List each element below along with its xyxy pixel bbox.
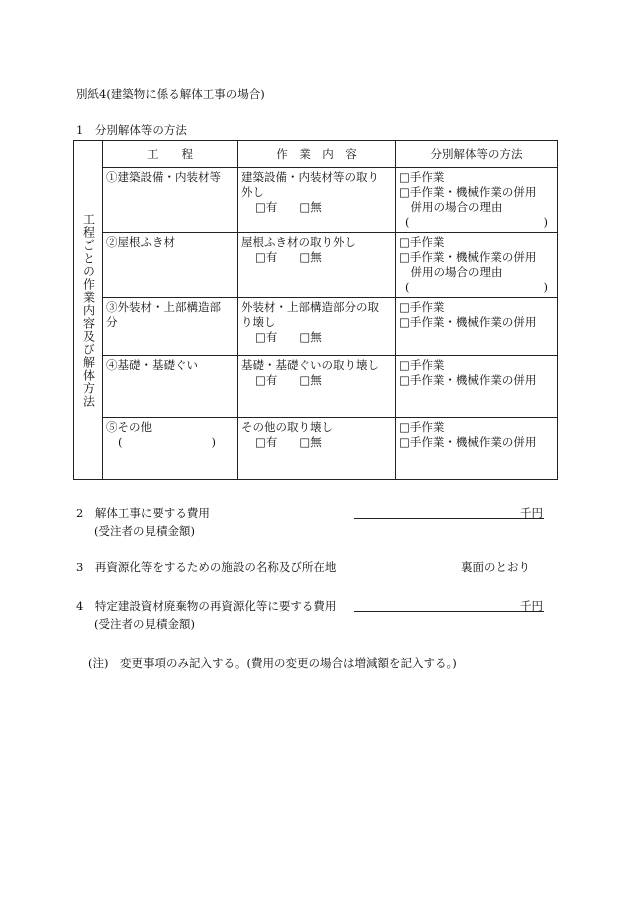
method-cell bbox=[396, 356, 558, 418]
section2-sub: (受注者の見積金額) bbox=[94, 524, 195, 538]
method-cell bbox=[396, 233, 558, 298]
reason-label: 併用の場合の理由 bbox=[399, 265, 503, 279]
note: (注) 変更事項のみ記入する。(費用の変更の場合は増減額を記入する。) bbox=[88, 656, 457, 670]
section2-amount-field[interactable] bbox=[354, 504, 544, 519]
demolition-method-table bbox=[73, 140, 558, 480]
table-row bbox=[74, 418, 558, 480]
side-label: 工程ごとの作業内容及び解体方法 bbox=[74, 141, 103, 480]
paren-close: ) bbox=[543, 280, 548, 294]
checkbox-combined[interactable]: □手作業・機械作業の併用 bbox=[399, 435, 537, 449]
checkbox-yes[interactable]: □有 bbox=[255, 373, 278, 387]
work-text: 建築設備・内装材等の取り bbox=[241, 170, 379, 184]
checkbox-no[interactable]: □無 bbox=[299, 373, 322, 387]
checkbox-no[interactable]: □無 bbox=[299, 250, 322, 264]
reason-field[interactable] bbox=[399, 280, 554, 295]
paren-open: ( bbox=[405, 215, 410, 229]
work-cell bbox=[238, 418, 396, 480]
process-text: 分 bbox=[106, 315, 118, 329]
process-cell bbox=[103, 233, 238, 298]
work-text: 屋根ふき材の取り外し bbox=[241, 235, 356, 249]
work-text: 外装材・上部構造部分の取 bbox=[241, 300, 379, 314]
paren-open: ( bbox=[118, 435, 123, 449]
checkbox-combined[interactable]: □手作業・機械作業の併用 bbox=[399, 250, 537, 264]
work-cell bbox=[238, 233, 396, 298]
method-cell bbox=[396, 168, 558, 233]
reason-label: 併用の場合の理由 bbox=[399, 200, 503, 214]
table-row bbox=[74, 168, 558, 233]
section4-label: 4 特定建設資材廃棄物の再資源化等に要する費用 bbox=[76, 599, 337, 613]
method-cell bbox=[396, 418, 558, 480]
method-cell bbox=[396, 298, 558, 356]
process-text: ⑤その他 bbox=[106, 420, 152, 434]
checkbox-yes[interactable]: □有 bbox=[255, 330, 278, 344]
paren-close: ) bbox=[211, 435, 216, 449]
process-cell bbox=[103, 418, 238, 480]
checkbox-no[interactable]: □無 bbox=[299, 435, 322, 449]
header-method: 分別解体等の方法 bbox=[396, 141, 558, 168]
process-cell bbox=[103, 298, 238, 356]
paren-open: ( bbox=[405, 280, 410, 294]
checkbox-no[interactable]: □無 bbox=[299, 330, 322, 344]
section4-amount-field[interactable] bbox=[354, 597, 544, 612]
process-cell bbox=[103, 168, 238, 233]
checkbox-combined[interactable]: □手作業・機械作業の併用 bbox=[399, 315, 537, 329]
table-row bbox=[74, 356, 558, 418]
checkbox-yes[interactable]: □有 bbox=[255, 435, 278, 449]
work-text: 外し bbox=[241, 185, 264, 199]
header-work: 作 業 内 容 bbox=[238, 141, 396, 168]
table-row bbox=[74, 298, 558, 356]
work-text: その他の取り壊し bbox=[241, 420, 333, 434]
checkbox-no[interactable]: □無 bbox=[299, 200, 322, 214]
work-cell bbox=[238, 356, 396, 418]
paren-close: ) bbox=[543, 215, 548, 229]
reason-field[interactable] bbox=[399, 215, 554, 230]
work-cell bbox=[238, 168, 396, 233]
section1-heading: 1 分別解体等の方法 bbox=[76, 123, 187, 137]
section4-unit: 千円 bbox=[520, 599, 543, 613]
document-title: 別紙4(建築物に係る解体工事の場合) bbox=[76, 87, 265, 101]
process-text: ④基礎・基礎ぐい bbox=[106, 358, 198, 372]
checkbox-yes[interactable]: □有 bbox=[255, 250, 278, 264]
checkbox-manual[interactable]: □手作業 bbox=[399, 358, 445, 372]
process-cell bbox=[103, 356, 238, 418]
checkbox-manual[interactable]: □手作業 bbox=[399, 235, 445, 249]
header-process: 工 程 bbox=[103, 141, 238, 168]
section3-value: 裏面のとおり bbox=[461, 560, 530, 574]
work-text: 基礎・基礎ぐいの取り壊し bbox=[241, 358, 379, 372]
section4-sub: (受注者の見積金額) bbox=[94, 617, 195, 631]
process-text: ③外装材・上部構造部 bbox=[106, 300, 221, 314]
table-header-row bbox=[74, 141, 558, 168]
checkbox-combined[interactable]: □手作業・機械作業の併用 bbox=[399, 373, 537, 387]
work-cell bbox=[238, 298, 396, 356]
checkbox-manual[interactable]: □手作業 bbox=[399, 300, 445, 314]
process-text: ①建築設備・内装材等 bbox=[106, 170, 221, 184]
table-row bbox=[74, 233, 558, 298]
process-text: ②屋根ふき材 bbox=[106, 235, 175, 249]
section2-label: 2 解体工事に要する費用 bbox=[76, 506, 210, 520]
work-text: り壊し bbox=[241, 315, 276, 329]
checkbox-manual[interactable]: □手作業 bbox=[399, 170, 445, 184]
checkbox-manual[interactable]: □手作業 bbox=[399, 420, 445, 434]
checkbox-combined[interactable]: □手作業・機械作業の併用 bbox=[399, 185, 537, 199]
section2-unit: 千円 bbox=[520, 506, 543, 520]
section3-label: 3 再資源化等をするための施設の名称及び所在地 bbox=[76, 560, 337, 574]
other-process-field[interactable] bbox=[106, 435, 234, 450]
checkbox-yes[interactable]: □有 bbox=[255, 200, 278, 214]
